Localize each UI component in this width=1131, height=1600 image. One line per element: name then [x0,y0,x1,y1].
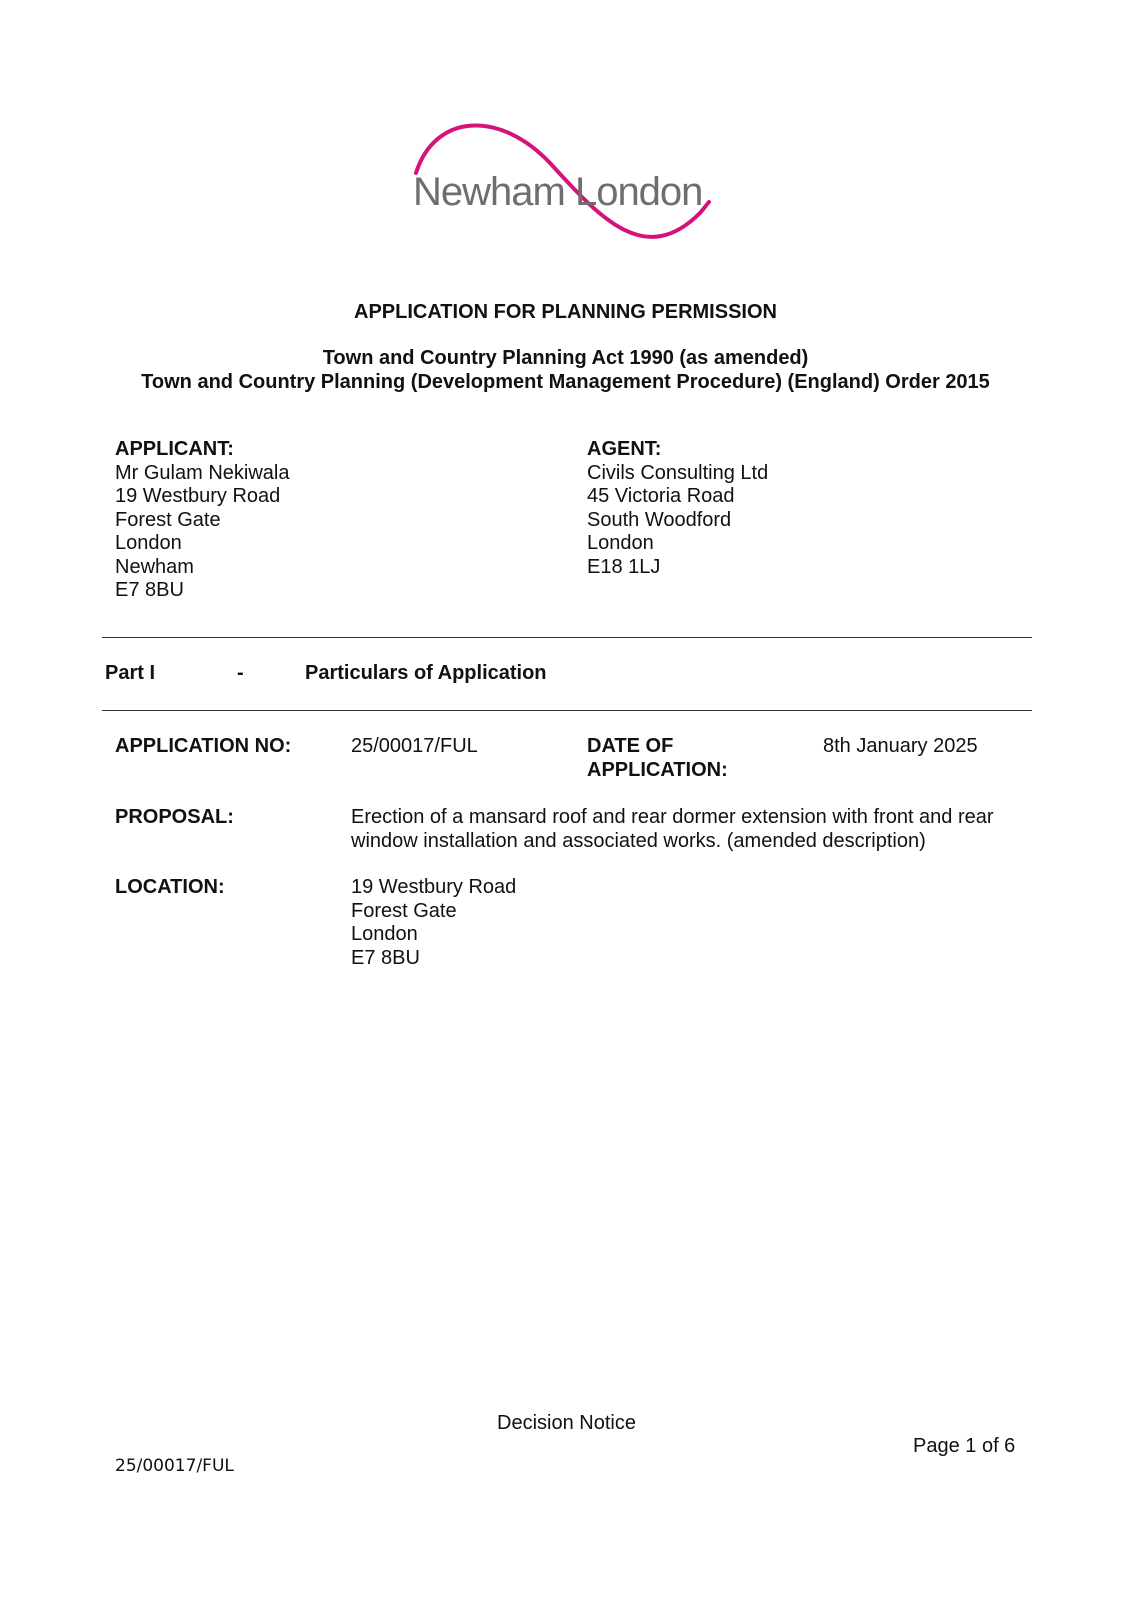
location-line: E7 8BU [351,946,420,969]
part-dash: - [237,662,244,684]
part-number: Part I [105,662,156,684]
agent-line: South Woodford [587,508,732,531]
act-line-2: Town and Country Planning (Development Management Procedure) (England) Order 2015 [141,371,990,393]
date-value: 8th January 2025 [823,735,978,757]
agent-line: London [587,532,654,554]
divider [102,637,1032,638]
page-number: Page 1 of 6 [913,1435,1016,1457]
proposal-label: PROPOSAL: [115,806,234,828]
location-line: 19 Westbury Road [351,876,517,898]
applicant-block [115,438,289,603]
divider [102,710,1032,711]
page-title: APPLICATION FOR PLANNING PERMISSION [354,301,777,323]
location-block [351,876,516,970]
applicant-label: APPLICANT: [115,438,234,460]
application-no-value: 25/00017/FUL [351,735,478,757]
location-label: LOCATION: [115,876,225,898]
applicant-line: London [115,532,182,554]
date-label-line-1: DATE OF [587,735,674,757]
applicant-line: Newham [115,555,194,578]
decision-notice: Decision Notice [497,1412,636,1434]
agent-line: 45 Victoria Road [587,485,735,507]
proposal-line-1: Erection of a mansard roof and rear dormer extension with front and rear [351,806,994,828]
newham-london-logo [410,118,720,263]
location-line: Forest Gate [351,899,457,922]
applicant-line: 19 Westbury Road [115,485,281,507]
agent-line: E18 1LJ [587,555,661,578]
footer-reference: 25/00017/FUL [115,1456,234,1476]
proposal-line-2: window installation and associated works. (amended description) [351,830,926,852]
application-no-label: APPLICATION NO: [115,735,292,757]
part-title: Particulars of Application [305,662,547,684]
agent-block [587,438,768,579]
location-line: London [351,923,418,945]
applicant-line: E7 8BU [115,579,184,601]
agent-label: AGENT: [587,438,662,460]
act-line-1: Town and Country Planning Act 1990 (as amended) [322,347,809,369]
applicant-line: Forest Gate [115,508,221,531]
date-label-line-2: APPLICATION: [587,759,728,781]
applicant-line: Mr Gulam Nekiwala [115,461,290,484]
agent-line: Civils Consulting Ltd [587,461,769,484]
logo-text: Newham London [413,170,703,214]
